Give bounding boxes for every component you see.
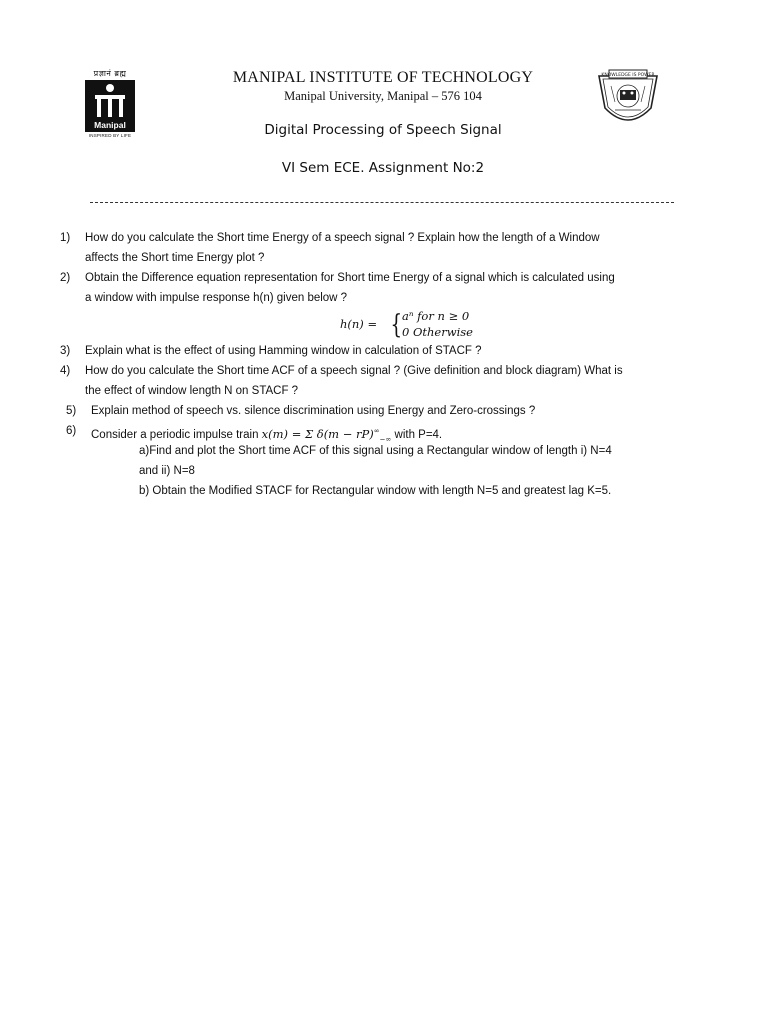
institute-name: MANIPAL INSTITUTE OF TECHNOLOGY	[232, 69, 534, 86]
institute-address: Manipal University, Manipal – 576 104	[284, 89, 482, 103]
manipal-emblem-icon	[85, 80, 135, 132]
brace-icon: {	[390, 310, 403, 340]
question-number: 1)	[60, 232, 71, 244]
question-suffix: with P=4.	[391, 428, 443, 441]
question-text: Explain method of speech vs. silence discrimination using Energy and Zero-crossings ?	[91, 405, 536, 417]
question-text: Explain what is the effect of using Hamming window in calculation of STACF ?	[85, 345, 482, 357]
course-title: Digital Processing of Speech Signal	[264, 122, 502, 138]
question-text: affects the Short time Energy plot ?	[85, 252, 265, 264]
seal-motto: KNOWLEDGE IS POWER	[601, 73, 655, 78]
sum-upper-limit: ∞	[373, 427, 380, 435]
question-text: How do you calculate the Short time ACF of a speech signal ? (Give definition and block diagram) What is	[85, 365, 623, 377]
question-prefix: Consider a periodic impulse train	[91, 428, 262, 441]
assignment-title: VI Sem ECE. Assignment No:2	[281, 160, 485, 176]
impulse-response-equation	[340, 309, 490, 341]
question-number: 4)	[60, 365, 71, 377]
equation-case-2: 0 Otherwise	[402, 325, 473, 339]
logo-brand-text: Manipal	[94, 120, 126, 130]
manipal-logo	[84, 68, 136, 146]
question-number: 3)	[60, 345, 71, 357]
subpart-text: and ii) N=8	[139, 465, 195, 477]
question-number: 5)	[66, 405, 77, 417]
question-text: the effect of window length N on STACF ?	[85, 385, 299, 397]
question-text: How do you calculate the Short time Energy of a speech signal ? Explain how the length of a Window	[85, 232, 600, 244]
question-number: 2)	[60, 272, 71, 284]
logo-tagline: INSPIRED BY LIFE	[88, 133, 132, 138]
question-number: 6)	[66, 425, 77, 437]
logo-motto-text: प्रज्ञानं ब्रह्म	[93, 69, 127, 78]
impulse-train-formula	[261, 426, 392, 444]
question-text: Obtain the Difference equation representation for Short time Energy of a signal which is calculated using	[85, 272, 615, 284]
subpart-text: b) Obtain the Modified STACF for Rectangular window with length N=5 and greatest lag K=5.	[139, 485, 612, 497]
dashed-divider	[90, 202, 674, 203]
equation-case-1: aⁿ for n ≥ 0	[402, 309, 470, 323]
sum-lower-limit: −∞	[379, 435, 392, 444]
formula-text: x(m) = Σ δ(m − rP)	[261, 426, 374, 441]
equation-lhs: h(n) =	[340, 317, 378, 331]
question-text: a window with impulse response h(n) given below ?	[85, 292, 348, 304]
subpart-text: a)Find and plot the Short time ACF of this signal using a Rectangular window of length i) N=4	[139, 445, 612, 457]
